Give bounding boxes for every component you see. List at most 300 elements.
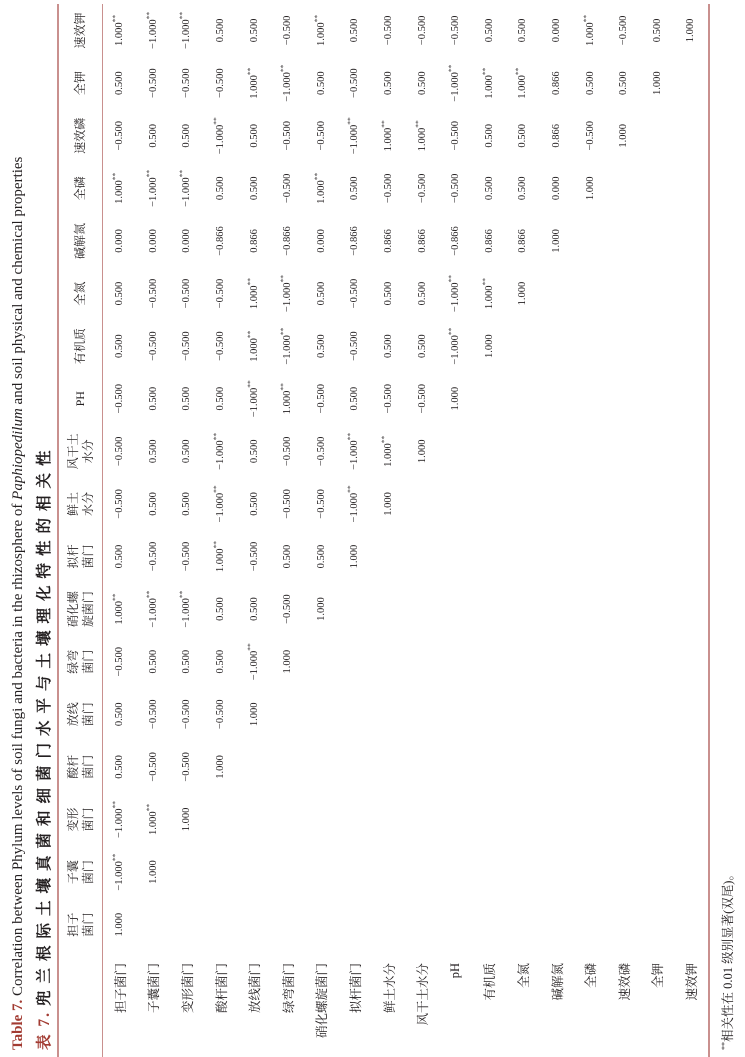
matrix-cell [674,635,709,688]
matrix-cell: −0.500 [349,278,361,309]
matrix-cell: −0.866 [349,226,361,256]
matrix-cell [473,688,507,741]
matrix-cell: 0.500 [248,176,260,201]
matrix-cell [607,478,641,531]
corner-cell [58,951,103,1057]
matrix-cell: −0.500 [181,68,193,98]
matrix-cell [641,846,675,899]
matrix-cell: −0.500 [215,68,227,98]
matrix-cell: 0.000 [114,229,126,253]
matrix-cell [674,741,709,794]
matrix-cell: 1.000 [685,18,697,43]
matrix-cell [237,846,271,899]
matrix-cell: −1.000** [211,117,227,155]
matrix-cell [204,898,238,951]
table-row [305,4,339,1057]
matrix-cell: −1.000** [278,327,294,365]
matrix-cell: 0.500 [315,71,327,95]
matrix-cell: 1.000 [618,123,630,148]
matrix-cell [506,478,540,531]
matrix-cell [405,583,439,636]
matrix-cell [506,741,540,794]
matrix-cell [405,530,439,583]
matrix-cell: 0.500 [349,386,361,411]
matrix-cell: −0.500 [349,68,361,98]
matrix-cell: 0.500 [114,544,126,569]
matrix-cell: 0.500 [618,71,630,95]
matrix-cell: 1.000** [379,435,395,467]
row-label: 碱解氮 [550,962,565,1001]
column-header: 酸杆 菌门 [58,741,103,794]
matrix-cell: 0.000 [147,229,159,253]
row-label: 风干土水分 [416,962,431,1026]
matrix-cell: 0.500 [181,649,193,674]
matrix-cell: 0.500 [282,544,294,569]
matrix-cell [540,741,574,794]
matrix-cell [573,846,607,899]
matrix-cell [607,688,641,741]
matrix-cell [573,425,607,478]
matrix-cell [607,635,641,688]
matrix-cell [439,425,473,478]
matrix-cell [271,741,305,794]
matrix-cell [573,793,607,846]
matrix-cell [271,793,305,846]
matrix-cell [338,793,372,846]
table-row [439,4,473,1057]
matrix-cell: −1.000** [278,64,294,102]
matrix-cell [305,688,339,741]
matrix-cell [473,530,507,583]
matrix-cell: 1.000 [651,71,663,95]
matrix-cell: 1.000 [383,492,395,516]
matrix-cell [573,583,607,636]
matrix-cell [506,688,540,741]
matrix-cell [271,898,305,951]
matrix-cell: 0.500 [483,123,495,148]
matrix-cell [237,793,271,846]
matrix-cell: 1.000** [312,14,327,46]
matrix-cell: 0.500 [416,334,428,358]
matrix-cell [271,846,305,899]
table-row [607,4,641,1057]
column-header: 有机质 [58,320,103,373]
matrix-cell: 0.866 [248,229,260,253]
matrix-cell [607,267,641,320]
matrix-cell [439,846,473,899]
matrix-cell [305,898,339,951]
matrix-cell: 0.500 [147,123,159,148]
row-label: 酸杆菌门 [214,962,229,1013]
matrix-cell: −1.000** [110,800,126,839]
matrix-cell: −0.500 [114,646,126,677]
matrix-cell: −0.500 [450,15,462,46]
matrix-cell: 0.500 [181,123,193,148]
matrix-cell [506,372,540,425]
matrix-cell [607,530,641,583]
matrix-cell [405,635,439,688]
matrix-cell: 0.500 [181,492,193,516]
matrix-cell: 0.500 [181,386,193,411]
matrix-cell: −0.500 [181,541,193,572]
table-wrapper [57,4,710,1057]
matrix-cell [540,688,574,741]
matrix-cell [573,215,607,268]
matrix-cell: −1.000** [110,853,126,891]
matrix-cell [473,478,507,531]
table-row [540,4,574,1057]
matrix-cell [573,741,607,794]
matrix-cell: 0.000 [315,229,327,253]
matrix-cell [439,741,473,794]
matrix-cell [540,372,574,425]
matrix-cell: 0.500 [517,18,529,43]
matrix-cell [607,372,641,425]
matrix-cell: −1.000** [278,275,294,313]
matrix-cell: −0.500 [181,278,193,309]
matrix-cell: −0.500 [450,121,462,151]
matrix-cell: 0.500 [114,755,126,779]
matrix-cell [540,898,574,951]
matrix-cell [641,162,675,215]
matrix-cell: 0.500 [383,281,395,306]
matrix-cell: 0.500 [215,18,227,43]
matrix-cell: 0.500 [349,176,361,201]
column-header: 绿弯 菌门 [58,635,103,688]
row-label: 拟杆菌门 [348,962,363,1013]
matrix-cell [674,267,709,320]
matrix-cell: −0.500 [450,173,462,204]
matrix-cell: −0.500 [147,699,159,730]
matrix-cell [573,898,607,951]
matrix-cell [573,530,607,583]
matrix-cell [439,793,473,846]
matrix-cell [641,741,675,794]
matrix-cell: −0.500 [315,121,327,151]
matrix-cell [372,898,406,951]
table-row [573,4,607,1057]
matrix-cell [641,635,675,688]
matrix-cell: 1.000 [248,702,260,727]
matrix-cell [271,688,305,741]
matrix-cell: 0.500 [248,123,260,148]
matrix-cell: −0.500 [215,331,227,361]
matrix-cell: −0.500 [416,15,428,46]
table-title-chinese [32,5,54,1050]
matrix-cell [540,267,574,320]
matrix-cell [674,109,709,162]
matrix-cell: 0.500 [147,649,159,674]
table-title-en-tail: and soil physical and chemical properties [10,156,26,409]
matrix-cell [204,846,238,899]
matrix-cell: 1.000 [416,439,428,464]
matrix-cell: 0.500 [215,386,227,411]
column-header: 子囊 菌门 [58,846,103,899]
matrix-cell: 0.500 [248,439,260,464]
matrix-cell [641,793,675,846]
row-label: pH [448,962,463,979]
matrix-cell: 1.000 [282,649,294,674]
table-title-en-text: Correlation between Phylum levels of soil fungi and bacteria in the rhizosphere of [10,499,26,1000]
footnote-text: 相关性在 0.01 级别显著(双尾)。 [721,868,735,1042]
matrix-cell [372,846,406,899]
matrix-cell [641,267,675,320]
matrix-cell: −0.500 [383,383,395,414]
matrix-cell [641,320,675,373]
row-label: 全磷 [584,962,599,988]
matrix-cell: −1.000** [345,117,361,155]
table-row [641,4,675,1057]
matrix-cell [405,793,439,846]
row-label: 子囊菌门 [147,962,162,1013]
matrix-cell [540,425,574,478]
matrix-cell [573,372,607,425]
column-header: 速效钾 [58,4,103,57]
matrix-cell [137,898,171,951]
matrix-cell: 0.500 [517,176,529,201]
matrix-cell: −0.866 [282,226,294,256]
matrix-cell: 1.000 [315,597,327,621]
matrix-cell [573,635,607,688]
matrix-cell [506,898,540,951]
matrix-cell: 0.866 [517,229,529,253]
matrix-cell: −0.500 [215,278,227,309]
matrix-cell: −1.000** [177,590,193,628]
matrix-cell [674,793,709,846]
matrix-cell [305,741,339,794]
matrix-cell: 1.000 [517,281,529,306]
matrix-cell [607,793,641,846]
matrix-cell: −0.500 [114,436,126,467]
matrix-cell [372,793,406,846]
matrix-cell: 1.000 [215,755,227,779]
matrix-cell [439,530,473,583]
table-footnote [718,868,736,1050]
matrix-cell: 1.000** [144,803,159,836]
matrix-cell: −0.500 [147,752,159,782]
matrix-cell [674,583,709,636]
matrix-cell [338,846,372,899]
matrix-cell: 0.500 [114,334,126,358]
table-row [372,4,406,1057]
row-label: 担子菌门 [113,962,128,1013]
matrix-cell: −1.000** [345,432,361,470]
row-label: 速效磷 [617,962,632,1001]
column-header: 担子 菌门 [58,898,103,951]
matrix-cell: 1.000** [110,14,126,46]
matrix-cell [607,583,641,636]
column-header: PH [58,372,103,425]
matrix-cell [473,898,507,951]
matrix-cell: −1.000** [144,590,159,628]
matrix-cell: −1.000** [144,169,159,207]
matrix-cell: 1.000** [480,67,495,99]
matrix-cell [674,162,709,215]
matrix-cell [641,530,675,583]
matrix-cell [473,372,507,425]
matrix-cell: 0.500 [215,176,227,201]
matrix-cell: 1.000** [245,330,260,362]
header-row [58,4,103,1057]
table-row [674,4,709,1057]
matrix-cell: 1.000 [551,229,563,253]
matrix-cell: −0.500 [215,699,227,730]
matrix-cell: 1.000 [483,334,495,358]
matrix-cell [405,898,439,951]
matrix-cell: 0.500 [315,544,327,569]
matrix-cell [473,425,507,478]
table-row [103,4,137,1057]
matrix-cell [607,741,641,794]
matrix-cell [674,320,709,373]
matrix-cell: −1.000** [144,11,159,49]
matrix-cell: 0.866 [383,229,395,253]
matrix-cell: −0.500 [147,331,159,361]
row-label: 全钾 [651,962,666,988]
column-header: 全氮 [58,267,103,320]
matrix-cell [305,846,339,899]
matrix-cell: 0.500 [248,18,260,43]
matrix-cell: 0.500 [517,123,529,148]
matrix-cell: 0.000 [551,18,563,43]
matrix-cell [439,898,473,951]
matrix-cell: 0.500 [147,439,159,464]
matrix-cell: 0.500 [383,334,395,358]
matrix-cell: −0.500 [315,383,327,414]
row-label: 放线菌门 [248,962,263,1013]
matrix-cell: 0.500 [416,71,428,95]
matrix-cell [372,741,406,794]
matrix-cell: 0.500 [181,439,193,464]
table-row [506,4,540,1057]
matrix-cell [674,215,709,268]
matrix-cell [540,793,574,846]
matrix-cell: 0.000 [551,176,563,201]
table-row [473,4,507,1057]
matrix-cell: −0.500 [282,594,294,624]
matrix-cell [237,898,271,951]
matrix-cell: −0.500 [114,383,126,414]
table-title-cn-text: 兜兰根际土壤真菌和细菌门水平与土壤理化特性的相关性 [36,443,53,1006]
matrix-cell [674,478,709,531]
matrix-cell: 0.500 [315,334,327,358]
matrix-cell: −1.000** [177,169,193,207]
matrix-cell [473,741,507,794]
matrix-cell [473,635,507,688]
column-header: 碱解氮 [58,215,103,268]
matrix-cell: −0.500 [181,752,193,782]
matrix-cell: 0.866 [551,71,563,95]
matrix-cell: 1.000** [110,172,126,204]
column-header: 全钾 [58,57,103,110]
matrix-cell [506,583,540,636]
matrix-cell [405,478,439,531]
matrix-cell [674,846,709,899]
matrix-cell [439,583,473,636]
matrix-cell: −0.500 [282,173,294,204]
matrix-cell [641,109,675,162]
table-row [137,4,171,1057]
column-header: 速效磷 [58,109,103,162]
matrix-cell: 0.500 [147,386,159,411]
column-header: 放线 菌门 [58,688,103,741]
matrix-cell: 0.500 [248,597,260,621]
matrix-cell [372,530,406,583]
matrix-cell [540,320,574,373]
matrix-cell: 0.866 [551,123,563,148]
matrix-cell: −1.000** [345,485,361,523]
matrix-cell [506,320,540,373]
matrix-cell [338,635,372,688]
matrix-cell [338,898,372,951]
row-label: 速效钾 [684,962,699,1001]
matrix-cell: −0.500 [618,15,630,46]
matrix-cell: −1.000** [245,380,260,418]
matrix-cell [405,688,439,741]
table-title-en-species: Paphiopedilum [10,408,26,500]
matrix-cell: 0.500 [114,702,126,727]
matrix-cell: 0.500 [651,18,663,43]
matrix-cell [372,583,406,636]
matrix-cell [170,846,204,899]
row-label: 全氮 [516,962,531,988]
matrix-cell [439,635,473,688]
matrix-cell: 0.866 [416,229,428,253]
matrix-cell [473,793,507,846]
matrix-cell [473,846,507,899]
column-header: 全磷 [58,162,103,215]
table-row [271,4,305,1057]
matrix-cell: −0.500 [114,121,126,151]
matrix-cell [439,688,473,741]
row-label: 硝化螺旋菌门 [315,962,330,1038]
matrix-cell: 0.866 [483,229,495,253]
matrix-cell [338,583,372,636]
matrix-cell: −0.500 [315,489,327,519]
matrix-cell: 1.000** [312,172,327,204]
row-label: 鲜土水分 [382,962,397,1013]
matrix-cell [305,793,339,846]
matrix-cell [573,688,607,741]
matrix-cell: −0.866 [215,226,227,256]
matrix-cell [573,320,607,373]
matrix-cell: −0.500 [282,489,294,519]
matrix-cell [674,425,709,478]
table-title-english [10,5,27,1050]
matrix-cell [674,688,709,741]
table-number-label-cn: 表 7. [36,1010,53,1050]
matrix-cell: 1.000** [513,67,529,99]
matrix-cell: −0.500 [383,15,395,46]
column-header: 变形 菌门 [58,793,103,846]
matrix-cell: 0.500 [483,18,495,43]
matrix-cell [540,846,574,899]
matrix-cell [540,583,574,636]
table-row [204,4,238,1057]
row-label: 有机质 [483,962,498,1001]
table-row [405,4,439,1057]
matrix-cell: 1.000** [245,67,260,99]
matrix-cell [506,846,540,899]
footnote-significance-marker: ** [719,1042,729,1050]
matrix-cell: −1.000** [446,275,462,313]
matrix-cell: 1.000** [211,540,227,573]
matrix-cell: 0.500 [215,649,227,674]
matrix-cell [641,425,675,478]
matrix-cell: 1.000 [114,912,126,937]
matrix-cell: 0.500 [349,18,361,43]
matrix-cell: −0.500 [181,699,193,730]
